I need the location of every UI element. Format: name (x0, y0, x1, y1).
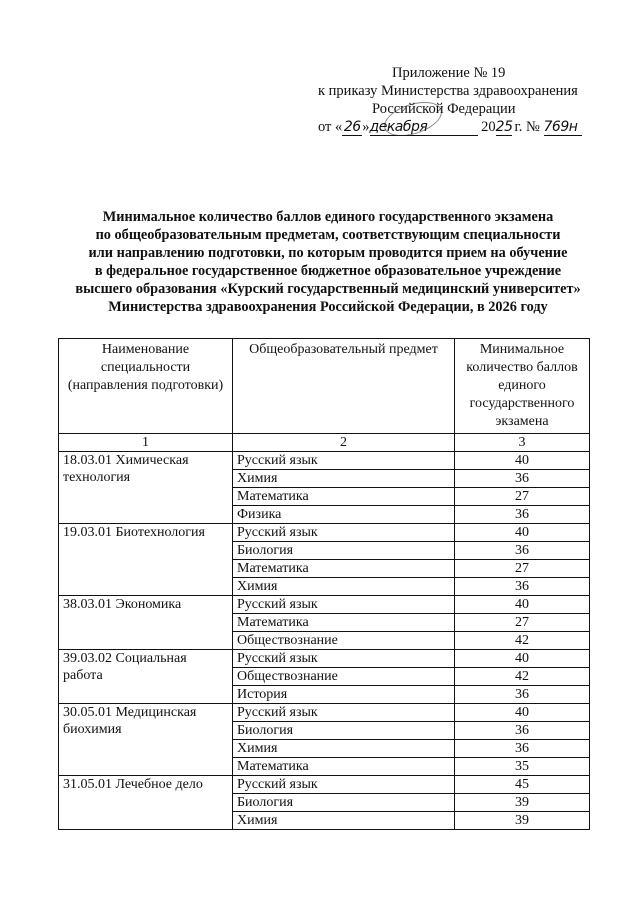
score-cell: 39 (455, 812, 590, 830)
specialty-cell: 38.03.01 Экономика (59, 596, 233, 650)
score-cell: 42 (455, 632, 590, 650)
table-row (59, 452, 590, 470)
min-scores-table (58, 338, 590, 830)
column-number-row (59, 434, 590, 452)
score-cell: 40 (455, 596, 590, 614)
order-date-line (300, 118, 600, 136)
subject-cell: Химия (233, 578, 455, 596)
score-cell: 45 (455, 776, 590, 794)
year-label: г. № (514, 119, 540, 135)
subject-cell: Биология (233, 722, 455, 740)
subject-cell: Русский язык (233, 452, 455, 470)
score-cell: 40 (455, 524, 590, 542)
subject-cell: Биология (233, 794, 455, 812)
appendix-number: Приложение № 19 (392, 65, 506, 81)
subject-cell: Русский язык (233, 704, 455, 722)
score-cell: 40 (455, 452, 590, 470)
score-cell: 39 (455, 794, 590, 812)
score-cell: 35 (455, 758, 590, 776)
score-cell: 40 (455, 704, 590, 722)
order-number: 769н (544, 119, 582, 136)
subject-cell: Русский язык (233, 650, 455, 668)
title-line: или направлению подготовки, по которым проводится прием на обучение (88, 245, 568, 261)
table-row (59, 776, 590, 794)
table-row (59, 704, 590, 722)
score-cell: 40 (455, 650, 590, 668)
score-cell: 27 (455, 614, 590, 632)
order-reference: к приказу Министерства здравоохранения (318, 83, 578, 99)
subject-cell: Обществознание (233, 632, 455, 650)
subject-cell: Русский язык (233, 524, 455, 542)
subject-cell: Русский язык (233, 596, 455, 614)
score-cell: 36 (455, 686, 590, 704)
appendix-header (300, 64, 600, 136)
table-header-row (59, 339, 590, 434)
order-day: 26 (343, 119, 361, 135)
score-cell: 27 (455, 488, 590, 506)
date-close-quote: » (362, 119, 370, 135)
subject-cell: Математика (233, 758, 455, 776)
column-number: 2 (233, 434, 455, 452)
specialty-cell: 30.05.01 Медицинская биохимия (59, 704, 233, 776)
subject-cell: Химия (233, 470, 455, 488)
column-number: 1 (59, 434, 233, 452)
score-cell: 27 (455, 560, 590, 578)
score-cell: 36 (455, 506, 590, 524)
score-cell: 36 (455, 740, 590, 758)
subject-cell: Математика (233, 488, 455, 506)
specialty-cell: 31.05.01 Лечебное дело (59, 776, 233, 830)
title-line: Минимальное количество баллов единого государственного экзамена (102, 209, 554, 225)
title-line: в федеральное государственное бюджетное образовательное учреждение (94, 263, 562, 279)
subject-cell: Химия (233, 812, 455, 830)
title-line: Министерства здравоохранения Российской Федерации, в 2026 году (108, 299, 548, 315)
title-line: высшего образования «Курский государственный медицинский университет» (75, 281, 581, 297)
subject-cell: Химия (233, 740, 455, 758)
table-row (59, 650, 590, 668)
header-specialty: Наименование специальности (направления подготовки) (59, 339, 233, 434)
title-line: по общеобразовательным предметам, соответствующим специальности (95, 227, 561, 243)
subject-cell: Математика (233, 560, 455, 578)
score-cell: 36 (455, 542, 590, 560)
specialty-cell: 19.03.01 Биотехнология (59, 524, 233, 596)
score-cell: 36 (455, 722, 590, 740)
specialty-cell: 18.03.01 Химическая технология (59, 452, 233, 524)
subject-cell: История (233, 686, 455, 704)
column-number: 3 (455, 434, 590, 452)
subject-cell: Обществознание (233, 668, 455, 686)
order-month: декабря (370, 119, 478, 136)
specialty-cell: 39.03.02 Социальная работа (59, 650, 233, 704)
order-year-suffix: 25 (495, 119, 513, 135)
document-title (58, 208, 598, 316)
date-prefix: от « (318, 119, 343, 135)
table-row (59, 524, 590, 542)
header-subject: Общеобразовательный предмет (233, 339, 455, 434)
subject-cell: Математика (233, 614, 455, 632)
score-cell: 42 (455, 668, 590, 686)
ministry-country: Российской Федерации (372, 101, 516, 117)
score-cell: 36 (455, 578, 590, 596)
subject-cell: Биология (233, 542, 455, 560)
table-row (59, 596, 590, 614)
header-min-score: Минимальное количество баллов единого государственного экзамена (455, 339, 590, 434)
year-prefix: 20 (481, 119, 496, 135)
subject-cell: Физика (233, 506, 455, 524)
score-cell: 36 (455, 470, 590, 488)
subject-cell: Русский язык (233, 776, 455, 794)
